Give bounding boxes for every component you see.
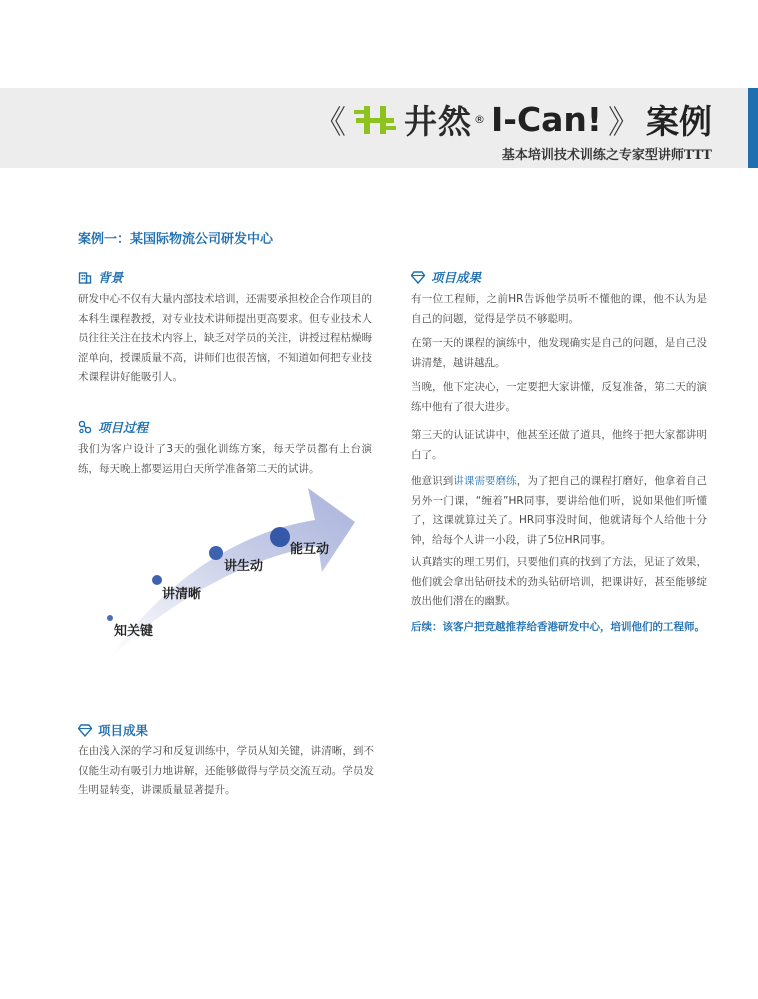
case-title: 案例一：某国际物流公司研发中心 (78, 232, 274, 247)
registered-mark: ® (473, 113, 485, 126)
results-left-heading (78, 721, 148, 739)
results-right-p6: 认真踏实的理工男们，只要他们真的找到了方法，见证了效果，他们就会拿出钻研技术的劲头钻研培训，把课讲好，甚至能够绽放出他们潜在的幽默。 (411, 556, 707, 607)
p5-highlight: 讲课需要磨练 (453, 475, 517, 487)
title-bracket-close: 》 (607, 102, 640, 141)
results-right-conclusion: 后续：该客户把竞越推荐给香港研发中心，培训他们的工程师。 (411, 621, 705, 633)
results-right-heading-label: 项目成果 (431, 270, 482, 285)
results-right-p4: 第三天的认证试讲中，他甚至还做了道具，他终于把大家都讲明白了。 (411, 429, 707, 461)
results-right-p2: 在第一天的课程的演练中，他发现确实是自己的问题，是自己没讲清楚，越讲越乱。 (411, 337, 707, 369)
results-right-p1: 有一位工程师，之前HR告诉他学员听不懂他的课，他不认为是自己的问题，觉得是学员不够聪明。 (411, 293, 707, 325)
results-right-p3: 当晚，他下定决心，一定要把大家讲懂，反复准备，第二天的演练中他有了很大进步。 (411, 381, 707, 413)
process-heading-label: 项目过程 (98, 420, 149, 435)
step-label-1: 知关键 (114, 624, 154, 639)
diamond-icon (78, 723, 92, 737)
step-label-4: 能互动 (290, 542, 330, 557)
curved-arrow-graphic (90, 480, 370, 670)
step-dot-1 (107, 615, 113, 621)
background-heading (78, 268, 123, 286)
process-text: 我们为客户设计了3天的强化训练方案，每天学员都有上台演练，每天晚上都要运用白天所学准备第二天的试讲。 (78, 443, 372, 475)
background-heading-label: 背景 (98, 270, 124, 285)
diamond-icon (411, 270, 425, 284)
step-dot-3 (209, 546, 223, 560)
title-case-word: 案例 (646, 102, 712, 141)
results-left-heading-label: 项目成果 (98, 723, 149, 738)
results-left-text: 在由浅入深的学习和反复训练中，学员从知关键，讲清晰，到不仅能生动有吸引力地讲解，还能够做得与学员交流互动。学员发生明显转变，讲课质量显著提升。 (78, 745, 374, 796)
process-arrow-diagram (90, 480, 370, 670)
product-name: I-Can! (490, 100, 602, 139)
brand-logo-icon (352, 102, 398, 138)
step-label-2: 讲清晰 (162, 587, 202, 602)
title-bracket-open: 《 (313, 102, 346, 141)
building-icon (78, 270, 92, 284)
page-subtitle: 基本培训技术训练之专家型讲师TTT (501, 148, 712, 163)
header-banner (0, 88, 758, 168)
background-text: 研发中心不仅有大量内部技术培训，还需要承担校企合作项目的本科生课程教授，对专业技术讲师提出更高要求。但专业技术人员往往关注在技术内容上，缺乏对学员的关注，讲授过程枯燥晦涩单向，授课质量不高，讲师们也很苦恼，不知道如何把专业技术课程讲好能吸引人。 (78, 293, 372, 383)
step-dot-2 (152, 575, 162, 585)
p5-suffix: ，为了把自己的课程打磨好，他拿着自己另外一门课，“缠着”HR同事，要讲给他们听，说如果他们听懂了，这课就算过关了。HR同事没时间，他就请每个人给他十分钟，给每个人讲一小段，讲了5位HR同事。 (411, 475, 708, 546)
results-right-heading (411, 268, 481, 286)
banner-accent-bar (748, 88, 758, 168)
p5-prefix: 他意识到 (411, 475, 454, 487)
page-title (314, 96, 712, 143)
step-label-3: 讲生动 (224, 559, 264, 574)
step-dot-4 (270, 527, 290, 547)
brand-name: 井然 (403, 102, 472, 141)
process-heading (78, 418, 148, 436)
results-right-p5 (411, 472, 707, 550)
nodes-icon (78, 420, 92, 434)
